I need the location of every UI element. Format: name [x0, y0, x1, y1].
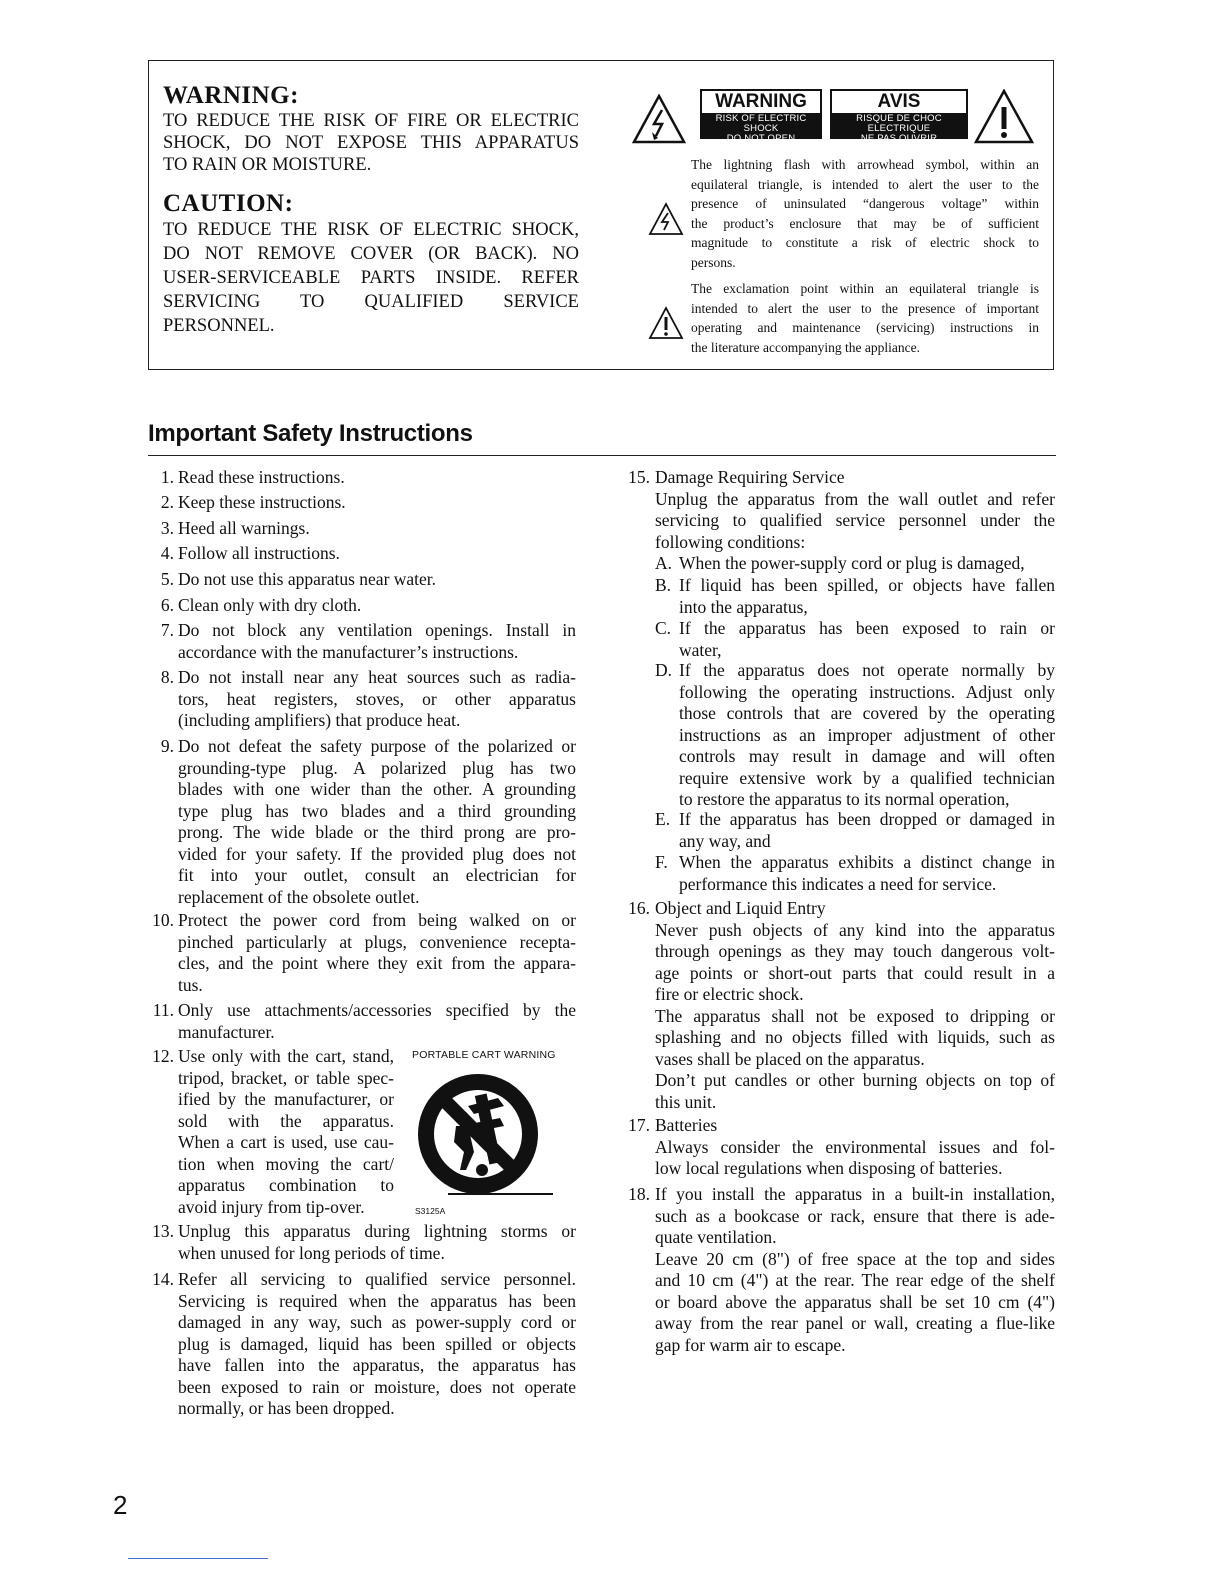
- warning-label: WARNING RISK OF ELECTRIC SHOCK DO NOT OPEN: [700, 89, 822, 139]
- exclamation-triangle-icon: [974, 89, 1034, 144]
- sub-letter: A.: [655, 553, 673, 573]
- item-number: 17.: [628, 1115, 650, 1135]
- item-number: 16.: [628, 898, 650, 918]
- item-number: 13.: [152, 1221, 174, 1241]
- item-number: 10.: [152, 910, 174, 930]
- list-item: Only use attachments/accessories specified by the manufacturer.: [178, 1000, 576, 1042]
- list-item: Use only with the cart, stand, tripod, bracket, or table spec- ified by the manufacturer, or sold with the apparatus. When a cart is used, use cau- tion when moving the cart/ apparatus combination to avoid injury from tip-over.: [178, 1046, 394, 1217]
- caution-title: CAUTION:: [163, 190, 294, 217]
- sub-item: If the apparatus has been dropped or damaged in any way, and: [679, 809, 1055, 851]
- item-number: 12.: [152, 1046, 174, 1066]
- item-number: 2.: [160, 492, 174, 512]
- list-item: Keep these instructions.: [178, 492, 346, 512]
- cart-code: S3125A: [415, 1206, 446, 1216]
- sub-item: If liquid has been spilled, or objects have fallen into the apparatus,: [679, 575, 1055, 617]
- avis-label: AVIS RISQUE DE CHOC ELECTRIQUE NE PAS OUVRIR: [830, 89, 968, 139]
- item-number: 1.: [160, 467, 174, 487]
- list-item: Object and Liquid Entry Never push objects of any kind into the apparatus through openings as they may touch dangerous volt- age points or short-out parts that could result in a fire or electric shock. The apparatus shall not be exposed to dripping or splashing and no objects filled with liquids, such as vases shall be placed on the apparatus. Don’t put candles or other burning objects on top of this unit.: [655, 898, 1055, 1112]
- section-title: Important Safety Instructions: [148, 420, 473, 447]
- list-item: Heed all warnings.: [178, 518, 310, 538]
- sub-item: If the apparatus does not operate normally by following the operating instructions. Adjust only those controls that are covered by the operating instructions as an improper adjustment of other controls may result in damage and will often require extensive work by a qualified technician to restore the apparatus to its normal operation,: [679, 660, 1055, 809]
- list-item: Do not install near any heat sources such as radia- tors, heat registers, stoves, or other apparatus (including amplifiers) that produce heat.: [178, 667, 576, 730]
- footer-rule: [128, 1558, 268, 1559]
- item-number: 7.: [160, 620, 174, 640]
- item-number: 18.: [628, 1184, 650, 1204]
- item-number: 8.: [160, 667, 174, 687]
- item-number: 9.: [160, 736, 174, 756]
- page-number: 2: [113, 1490, 128, 1520]
- item-number: 15.: [628, 467, 650, 487]
- sub-item: When the apparatus exhibits a distinct change in performance this indicates a need for service.: [679, 852, 1055, 894]
- cart-tipover-icon: [408, 1066, 558, 1212]
- warning-text: TO REDUCE THE RISK OF FIRE OR ELECTRIC SHOCK, DO NOT EXPOSE THIS APPARATUS TO RAIN OR MOISTURE.: [163, 111, 579, 175]
- sub-letter: C.: [655, 618, 672, 638]
- sub-letter: F.: [655, 852, 668, 872]
- list-item: Do not use this apparatus near water.: [178, 569, 437, 589]
- item-number: 6.: [160, 595, 174, 615]
- list-item: Follow all instructions.: [178, 543, 340, 563]
- list-item: Do not defeat the safety purpose of the polarized or grounding-type plug. A polarized plug has two blades with one wider than the other. A grounding type plug has two blades and a third grounding prong. The wide blade or the third prong are pro- vided for your safety. If the provided plug does not fit into your outlet, consult an electrician for replacement of the obsolete outlet.: [178, 736, 576, 907]
- sub-item: When the power-supply cord or plug is damaged,: [679, 553, 1025, 573]
- sub-letter: B.: [655, 575, 672, 595]
- cart-warning-caption: PORTABLE CART WARNING: [412, 1049, 556, 1061]
- sub-item: If the apparatus has been exposed to rain or water,: [679, 618, 1055, 660]
- warning-title: WARNING:: [163, 82, 299, 109]
- list-item: Unplug this apparatus during lightning storms or when unused for long periods of time.: [178, 1221, 576, 1263]
- lightning-triangle-icon: [632, 94, 686, 144]
- item-number: 5.: [160, 569, 174, 589]
- exclamation-description: The exclamation point within an equilateral triangle is intended to alert the user to the presence of important operating and maintenance (servicing) instructions in the literature accompanying the appliance.: [691, 281, 1039, 355]
- exclamation-small-icon: [648, 306, 684, 340]
- list-item: If you install the apparatus in a built-in installation, such as a bookcase or rack, ensure that there is ade- quate ventilation. Leave 20 cm (8") of free space at the top and sides and 10 cm (4") at the rear. The rear edge of the shelf or board above the apparatus shall be set 10 cm (4") away from the rear panel or wall, creating a flue-like gap for warm air to escape.: [655, 1184, 1055, 1355]
- list-item: Damage Requiring Service Unplug the apparatus from the wall outlet and refer servicing to qualified service personnel under the following conditions:: [655, 467, 1055, 552]
- section-rule: [148, 455, 1056, 456]
- item-number: 4.: [160, 543, 174, 563]
- list-item: Do not block any ventilation openings. Install in accordance with the manufacturer’s instructions.: [178, 620, 576, 662]
- caution-text: TO REDUCE THE RISK OF ELECTRIC SHOCK, DO NOT REMOVE COVER (OR BACK). NO USER-SERVICEABLE PARTS INSIDE. REFER SERVICING TO QUALIFIED SERVICE PERSONNEL.: [163, 220, 579, 336]
- item-number: 14.: [152, 1269, 174, 1289]
- lightning-description: The lightning flash with arrowhead symbol, within an equilateral triangle, is intended to alert the user to the presence of uninsulated “dangerous voltage” within the product’s enclosure that may be of sufficient magnitude to constitute a risk of electric shock to persons.: [691, 157, 1039, 270]
- item-number: 3.: [160, 518, 174, 538]
- list-item: Batteries Always consider the environmental issues and fol- low local regulations when disposing of batteries.: [655, 1115, 1055, 1178]
- item-number: 11.: [152, 1000, 174, 1020]
- list-item: Clean only with dry cloth.: [178, 595, 362, 615]
- lightning-small-icon: [648, 202, 684, 236]
- sub-letter: D.: [655, 660, 673, 680]
- list-item: Protect the power cord from being walked on or pinched particularly at plugs, convenience recepta- cles, and the point where they exit from the appara- tus.: [178, 910, 576, 995]
- list-item: Read these instructions.: [178, 467, 345, 487]
- sub-letter: E.: [655, 809, 671, 829]
- list-item: Refer all servicing to qualified service personnel. Servicing is required when the apparatus has been damaged in any way, such as power-supply cord or plug is damaged, liquid has been spilled or objects have fallen into the apparatus, the apparatus has been exposed to rain or moisture, does not operate normally, or has been dropped.: [178, 1269, 576, 1418]
